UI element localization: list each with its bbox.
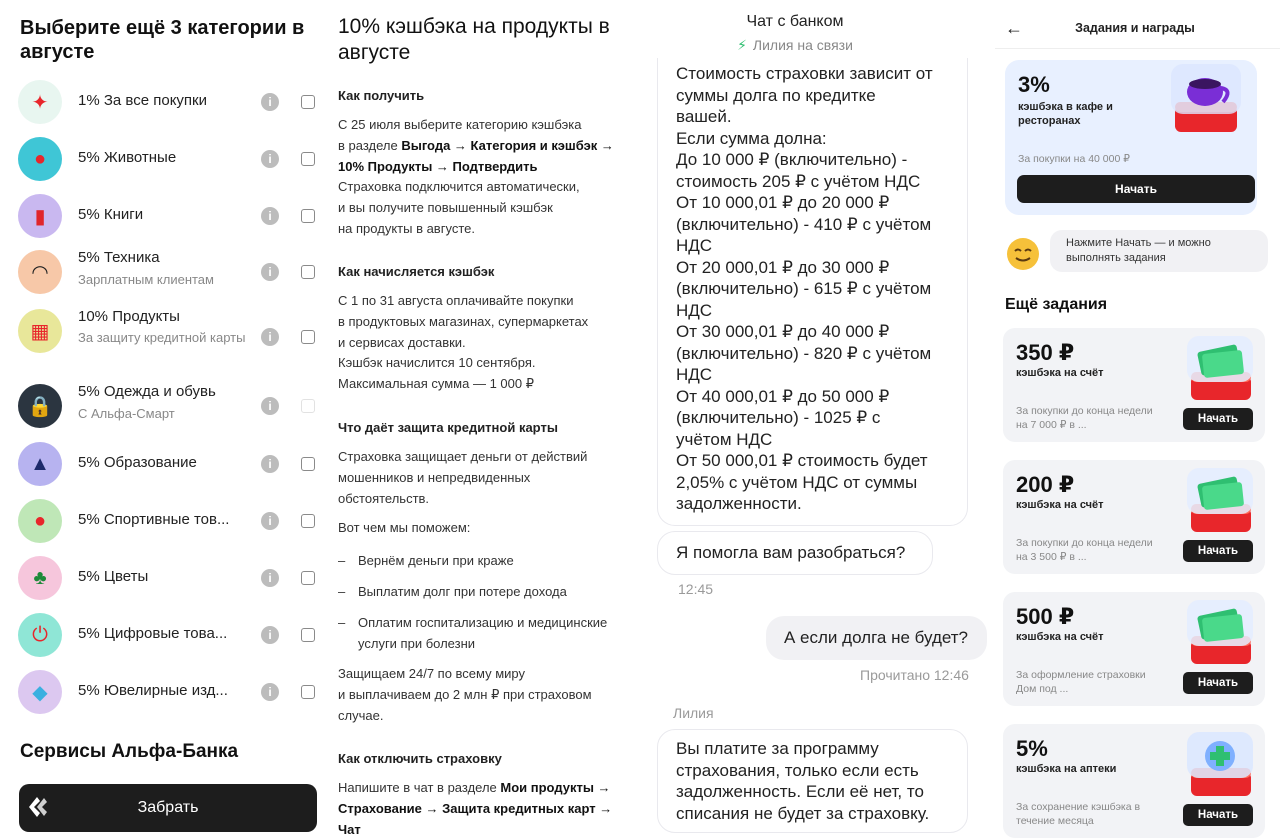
category-sublabel: Зарплатным клиентам [78,272,214,287]
category-row[interactable] [18,191,318,241]
plant-icon: ♣ [18,556,62,600]
category-label: 5% Спортивные тов... [78,511,230,528]
start-button[interactable]: Начать [1183,540,1253,562]
start-button[interactable]: Начать [1183,408,1253,430]
category-checkbox[interactable] [301,265,315,279]
task-condition: За сохранение кэшбэка в течение месяца [1016,801,1141,827]
task-card [1003,592,1265,706]
tasks-panel [995,0,1280,839]
category-label: 1% За все покупки [78,92,207,109]
category-row[interactable] [18,306,318,356]
reward-desc: кэшбэка на счёт [1016,499,1104,511]
category-row[interactable] [18,496,318,546]
graduation-cap-icon: ▲ [18,442,62,486]
category-row[interactable] [18,439,318,489]
main-task-card [1005,60,1257,215]
info-icon[interactable]: i [261,263,279,281]
category-row[interactable] [18,134,318,184]
category-label: 5% Ювелирные изд... [78,682,228,699]
pet-bowl-icon: ● [18,137,62,181]
info-icon[interactable]: i [261,207,279,225]
section-text-24-7: Защищаем 24/7 по всему миру и выплачиваем до 2 млн ₽ при страховом случае. [338,666,592,723]
section-title-accrual: Как начисляется кэшбэк [338,264,495,279]
info-icon[interactable]: i [261,512,279,530]
hint-message: Нажмите Начать — и можно выполнять задания [1050,230,1268,272]
category-label: 5% Цифровые това... [78,625,228,642]
section-title-protect: Что даёт защита кредитной карты [338,420,558,435]
category-label: 5% Цветы [78,568,149,585]
cup-icon [1161,58,1249,142]
task-condition: За оформление страховки Дом под ... [1016,669,1146,695]
category-checkbox[interactable] [301,209,315,223]
task-card [1003,328,1265,442]
lightning-icon: ⚡ [737,37,747,53]
category-checkbox[interactable] [301,152,315,166]
chat-message-bank: Стоимость страховки зависит от суммы долга по кредитке вашей. Если сумма долна: До 10 000 ₽ (включительно) - стоимость 205 ₽ с учётом НДС От 10 000,01 ₽ до 20 000 ₽ (включительно) - 410 ₽ с учётом НДС От 20 000,01 ₽ до 30 000 ₽ (включительно) - 615 ₽ с учётом НДС От 30 000,01 ₽ до 40 000 ₽ (включительно) - 820 ₽ с учётом НДС От 40 000,01 ₽ до 50 000 ₽ (включительно) - 1025 ₽ с учётом НДС От 50 000,01 ₽ стоимость будет 2,05% с учётом НДС от суммы задолженности. [657,58,968,526]
category-label: 5% Техника [78,249,160,266]
category-checkbox[interactable] [301,457,315,471]
screen-title: Задания и награды [1075,21,1195,35]
cashback-desc: кэшбэка в кафе и ресторанах [1018,101,1113,127]
category-checkbox[interactable] [301,95,315,109]
section-text-accrual: С 1 по 31 августа оплачивайте покупки в продуктовых магазинах, супермаркетах и сервисах доставки. Кэшбэк начислится 10 сентября. Максимальная сумма — 1 000 ₽ [338,293,589,392]
chat-message-bank: Я помогла вам разобраться? [657,531,933,575]
pharmacy-icon [1181,728,1259,800]
category-checkbox[interactable] [301,628,315,642]
info-icon[interactable]: i [261,626,279,644]
category-label: 5% Животные [78,149,177,166]
reward-desc: кэшбэка на счёт [1016,631,1104,643]
start-button[interactable]: Начать [1017,175,1255,203]
info-icon[interactable]: i [261,328,279,346]
info-icon[interactable]: i [261,397,279,415]
claim-button-label: Забрать [137,799,199,816]
task-card [1003,724,1265,838]
help-intro: Вот чем мы поможем: [338,520,471,535]
section-text-how: С 25 июля выберите категорию кэшбэка в разделе Выгода → Категория и кэшбэк → 10% Продукты → Подтвердить Страховка подключится автоматически, и вы получите повышенный кэшбэк на продукты в августе. [338,117,614,236]
more-tasks-title: Ещё задания [1005,296,1108,313]
claim-button[interactable] [19,784,317,832]
page-title: Выберите ещё 3 категории в августе [20,17,305,63]
info-icon[interactable]: i [261,150,279,168]
cash-icon [1181,332,1259,404]
category-row[interactable] [18,667,318,717]
arrow-left-icon[interactable]: ← [1005,18,1023,38]
task-condition: За покупки до конца недели на 7 000 ₽ в ... [1016,405,1153,431]
category-sublabel: За защиту кредитной карты [78,330,246,345]
section-title-how: Как получить [338,88,425,103]
category-label: 10% Продукты [78,308,180,325]
category-checkbox[interactable] [301,330,315,344]
reward-amount: 350 ₽ [1016,340,1075,365]
alfa-logo-icon [25,792,55,822]
category-row[interactable] [18,77,318,127]
book-icon: ▮ [18,194,62,238]
article-title: 10% кэшбэка на продукты в августе [338,15,610,64]
cash-icon [1181,464,1259,536]
chat-message-bank: Вы платите за программу страхования, только если есть задолженность. Если её нет, то списания не будет за страховку. [657,729,968,833]
task-condition: За покупки до конца недели на 3 500 ₽ в ... [1016,537,1153,563]
message-time: 12:45 [678,581,714,597]
section-text-disable: Напишите в чат в разделе Мои продукты → Страхование → Защита кредитных карт → Чат [338,780,613,837]
info-icon[interactable]: i [261,93,279,111]
category-row[interactable] [18,381,318,431]
cash-icon [1181,596,1259,668]
reward-desc: кэшбэка на аптеки [1016,763,1117,775]
info-icon[interactable]: i [261,683,279,701]
bullet-item: – Оплатим госпитализацию и медицинские услуги при болезни [338,615,608,651]
star-icon: ✦ [18,80,62,124]
chat-status: ⚡ Лилия на связи [737,37,853,53]
category-checkbox[interactable] [301,514,315,528]
divider [995,48,1280,49]
category-label: 5% Одежда и обувь [78,383,216,400]
start-button[interactable]: Начать [1183,672,1253,694]
category-row[interactable] [18,247,318,297]
task-condition: За покупки на 40 000 ₽ [1018,153,1130,165]
reward-amount: 5% [1016,736,1048,761]
category-row[interactable] [18,610,318,660]
category-checkbox[interactable] [301,571,315,585]
chat-panel [655,0,995,839]
reward-amount: 200 ₽ [1016,472,1075,497]
ping-pong-icon: ● [18,499,62,543]
smile-emoji-icon [1006,237,1040,271]
services-title: Сервисы Альфа-Банка [20,741,239,762]
category-label: 5% Образование [78,454,197,471]
power-icon: ⏻ [18,613,62,657]
section-text-protect: Страховка защищает деньги от действий мошенников и непредвиденных обстоятельств. [338,449,588,506]
category-checkbox [301,399,315,413]
section-title-disable: Как отключить страховку [338,751,502,766]
cashback-percent: 3% [1018,72,1050,97]
categories-panel [0,0,325,839]
start-button[interactable]: Начать [1183,804,1253,826]
read-status: Прочитано 12:46 [860,667,969,683]
lock-icon: 🔒 [18,384,62,428]
task-card [1003,460,1265,574]
category-sublabel: С Альфа-Смарт [78,406,175,421]
chat-title: Чат с банком [746,13,844,30]
reward-desc: кэшбэка на счёт [1016,367,1104,379]
reward-amount: 500 ₽ [1016,604,1075,629]
cashback-info-panel: 10% кэшбэка на продукты в августе Как получить С 25 июля выберите категорию кэшбэка в разделе Выгода → Категория и кэшбэк → 10% Продукты → Подтвердить Страховка подключится автоматически, и вы получите повышенный кэшбэк на продукты в августе. Как начисляется кэшбэк С 1 по 31 августа оплачивайте покупки в продуктовых магазинах, супермаркетах и сервисах доставки. Кэшбэк начислится 10 сентября. Максимальная сумма — 1 000 ₽ Что даёт защита кредитной карты Страховка защищает деньги от действий мошенников и непредвиденных обстоятельств. Вот чем мы поможем: – Вернём деньги при краже – Выплатим долг при потере дохода – Оплатим госпитализацию и медицинские услуги при болезни Защищаем 24/7 по всему миру и выплачиваем до 2 млн ₽ при страховом случае. Как отключить страховку Напишите в чат в разделе Мои продукты → Страхование → Защита кредитных карт → Чат [325,0,655,839]
diamond-icon: ◆ [18,670,62,714]
category-label: 5% Книги [78,206,144,223]
category-checkbox[interactable] [301,685,315,699]
sender-name: Лилия [673,705,714,721]
headphones-icon: ◠ [18,250,62,294]
chat-message-user: А если долга не будет? [766,616,987,660]
category-row[interactable] [18,553,318,603]
basket-icon: ▦ [18,309,62,353]
info-icon[interactable]: i [261,455,279,473]
info-icon[interactable]: i [261,569,279,587]
